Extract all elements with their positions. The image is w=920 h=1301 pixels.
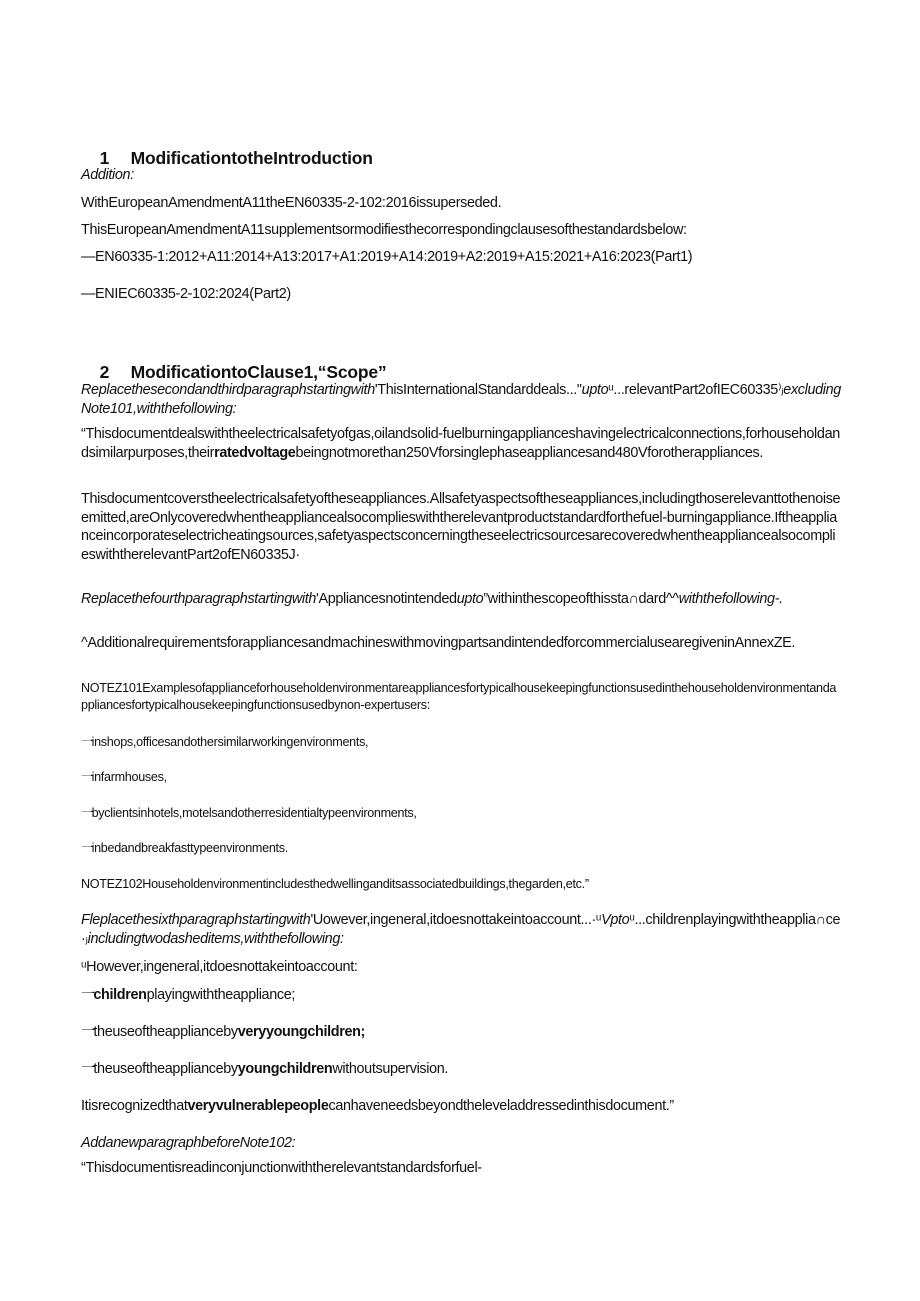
section-title: ModificationtoClause1,“Scope” <box>130 362 387 382</box>
paragraph: Thisdocumentcoverstheelectricalsafetyoftheseappliances.Allsafetyaspectsoftheseappliances,includingthoserelevanttothenoiseemitted,areOnlycoveredwhentheappliancealsocomplieswiththerelevantproductstandardforthefuel-burningappliance.Iftheapplianceincorporateselectricheatingsources,safetyaspectsconcerningtheseelectricsourcesarecoveredwhentheappliancealsocomplieswiththerelevantPart2ofEN60335J· <box>81 491 841 563</box>
addition-label: Addition: <box>81 167 134 183</box>
note: NOTEZ102Householdenvironmentincludesthedwellinganditsassociatedbuildings,thegarden,etc.” <box>81 877 589 891</box>
paragraph: ThisEuropeanAmendmentA11supplementsormodifiesthecorrespondingclausesofthestandardsbelow: <box>81 222 687 238</box>
add-instruction: AddanewparagraphbeforeNote102: <box>81 1135 296 1151</box>
paragraph: “Thisdocumentdealswiththeelectricalsafetyofgas,oilandsolid-fuelburningapplianceshavingelectricalconnections,forhouseholdandsimilarpurposes,theirratedvoltagebeingnotmorethan250Vforsinglephaseappliancesand480Vforotherappliances. <box>81 426 840 461</box>
note-list-item: 一byclientsinhotels,motelsandotherresidentialtypeenvironments, <box>81 806 417 820</box>
paragraph: —EN60335-1:2012+A11:2014+A13:2017+A1:2019+A14:2019+A2:2019+A15:2021+A16:2023(Part1) <box>81 249 693 265</box>
paragraph: WithEuropeanAmendmentA11theEN60335-2-102:2016issuperseded. <box>81 195 502 211</box>
list-item: 一childrenplayingwiththeappliance; <box>81 987 296 1003</box>
paragraph: “Thisdocumentisreadinconjunctionwiththerelevantstandardsforfuel- <box>81 1160 482 1176</box>
paragraph: Itisrecognizedthatveryvulnerablepeoplecanhaveneedsbeyondtheleveladdressedinthisdocument.” <box>81 1098 674 1114</box>
list-item: 一theuseoftheappliancebyyoungchildrenwithoutsupervision. <box>81 1061 449 1077</box>
note-list-item: 一infarmhouses, <box>81 770 167 784</box>
section-title: ModificationtotheIntroduction <box>130 148 373 168</box>
note: NOTEZ101Examplesofapplianceforhouseholdenvironmentareappliancesfortypicalhousekeepingfunctionsusedinthehouseholdenvironmentandappliancesfortypicalhousekeepingfunctionsusedbynon-expertusers: <box>81 681 837 712</box>
paragraph: ᵘHowever,ingeneral,itdoesnottakeintoaccount: <box>81 959 358 975</box>
note-list-item: 一inshops,officesandothersimilarworkingenvironments, <box>81 735 369 749</box>
replace-instruction: Replacethesecondandthirdparagraphstartingwith'ThisInternationalStandarddeals..."uptoᵘ...relevantPart2ofIEC60335⁾ⱼexcludingNote101,withthefollowing: <box>81 382 841 417</box>
paragraph: —ENIEC60335-2-102:2024(Part2) <box>81 286 291 302</box>
section-number: 2 <box>99 362 110 382</box>
note-list-item: 一inbedandbreakfasttypeenvironments. <box>81 841 288 855</box>
replace-instruction: Fleplacethesixthparagraphstartingwith'Uowever,ingeneral,itdoesnottakeintoaccount...·ᵘVptoᵘ...childrenplayingwiththeapplia∩ce·ⱼincludingtwodasheditems,withthefollowing: <box>81 912 841 947</box>
section-number: 1 <box>99 148 110 168</box>
paragraph: ^AdditionalrequirementsforappliancesandmachineswithmovingpartsandintendedforcommercialusearegiveninAnnexZE. <box>81 635 796 651</box>
replace-instruction: Replacethefourthparagraphstartingwith'Appliancesnotintendedupto”withinthescopeofthissta∩dard^^withthefollowing-. <box>81 591 783 607</box>
list-item: 一theuseoftheappliancebyveryyoungchildren; <box>81 1024 365 1040</box>
